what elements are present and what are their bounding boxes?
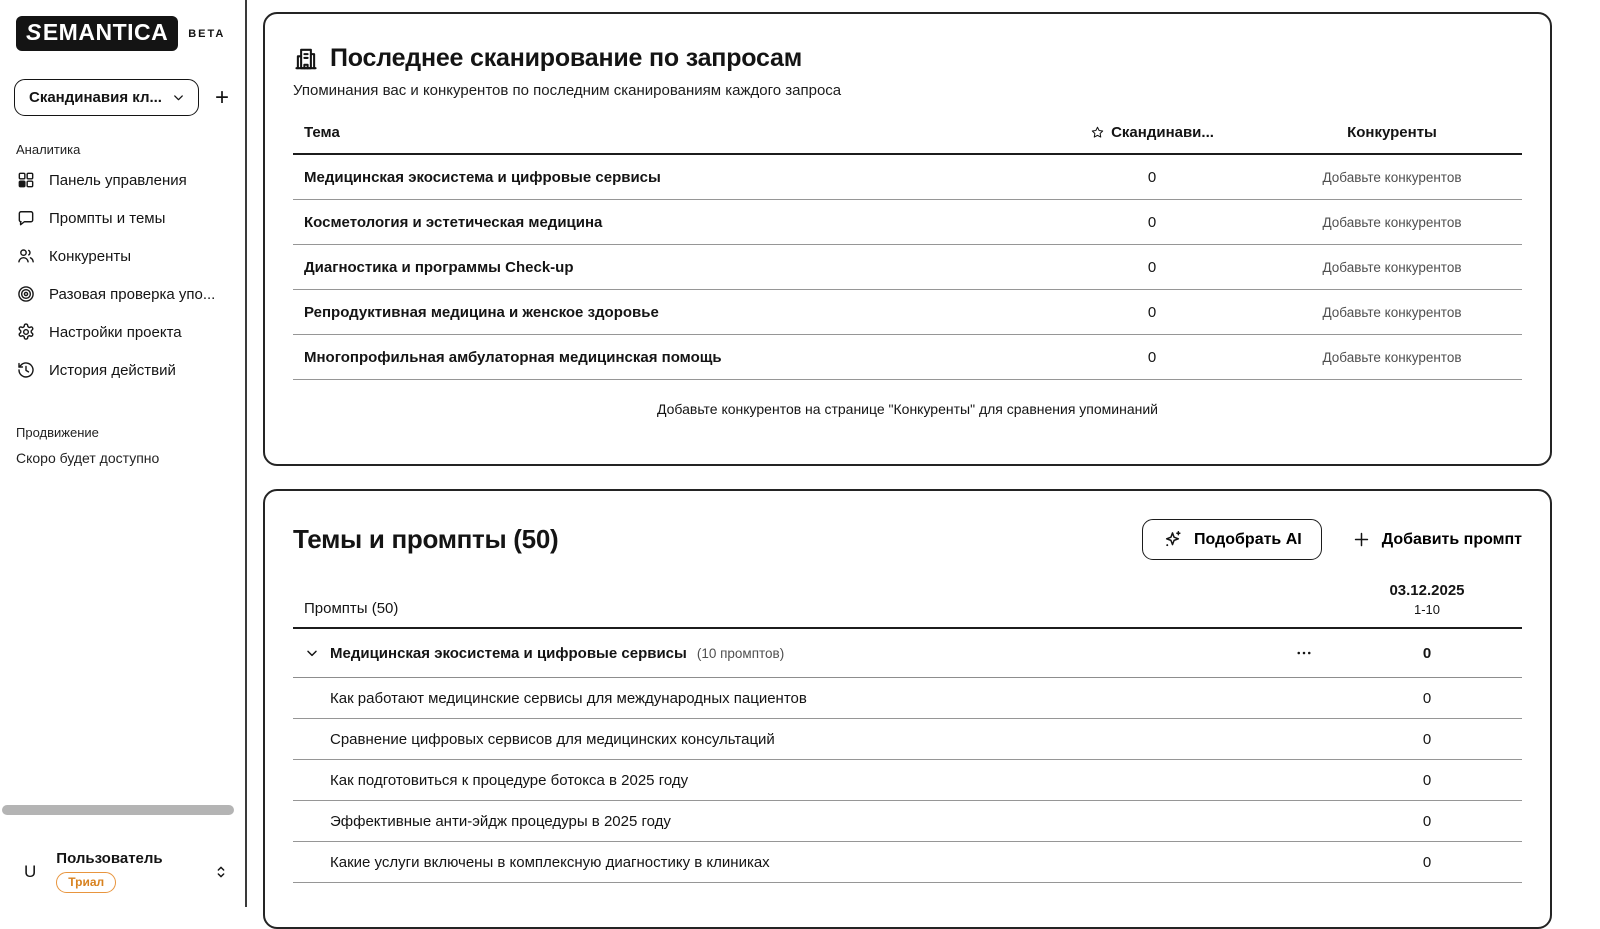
logo-s-glyph: S <box>26 19 42 45</box>
prompt-mentions: 0 <box>1422 853 1432 871</box>
scan-date-column <box>1332 582 1522 617</box>
last-scan-title: Последнее сканирование по запросам <box>330 44 803 72</box>
sidebar-item-label: Промпты и темы <box>49 209 166 227</box>
scan-date: 03.12.2025 <box>1389 582 1465 599</box>
add-competitors-link[interactable]: Добавьте конкурентов <box>1322 169 1462 185</box>
target-icon <box>16 284 36 304</box>
plus-icon <box>1352 530 1371 549</box>
table-row <box>293 155 1522 200</box>
sidebar-item-dashboard[interactable] <box>0 161 245 199</box>
prompt-row <box>293 801 1522 842</box>
prompts-count-header: Промпты (50) <box>304 600 399 617</box>
sidebar-item-single-check[interactable] <box>0 275 245 313</box>
col-topic: Тема <box>304 124 340 141</box>
project-selector[interactable] <box>14 79 199 116</box>
logo-text: EMANTICA <box>42 19 169 45</box>
ai-suggest-button[interactable] <box>1142 519 1322 560</box>
chevron-down-icon <box>304 645 320 661</box>
scan-table-header <box>293 124 1522 155</box>
topic-prompt-count: (10 промптов) <box>696 645 785 661</box>
sidebar <box>0 0 247 907</box>
add-competitors-link[interactable]: Добавьте конкурентов <box>1322 214 1462 230</box>
section-analytics-label: Аналитика <box>16 142 81 157</box>
plan-badge: Триал <box>56 872 116 893</box>
section-promotion-label: Продвижение <box>16 425 99 440</box>
gear-icon <box>16 322 36 342</box>
topic-name: Репродуктивная медицина и женское здоровье <box>304 303 659 321</box>
semantica-logo <box>16 16 178 51</box>
add-competitors-link[interactable]: Добавьте конкурентов <box>1322 304 1462 320</box>
topic-menu-button[interactable] <box>1295 644 1313 662</box>
star-icon <box>1090 125 1105 140</box>
topic-mentions: 0 <box>1422 644 1432 662</box>
table-row <box>293 245 1522 290</box>
prompt-text: Какие услуги включены в комплексную диагностику в клиниках <box>330 853 770 871</box>
add-prompt-label: Добавить промпт <box>1381 530 1522 548</box>
avatar: U <box>24 861 37 881</box>
add-competitors-link[interactable]: Добавьте конкурентов <box>1322 259 1462 275</box>
prompt-row <box>293 842 1522 883</box>
table-row <box>293 335 1522 380</box>
building-icon <box>293 46 319 72</box>
prompt-mentions: 0 <box>1422 689 1432 707</box>
prompts-table-header <box>293 582 1522 629</box>
user-name: Пользователь <box>56 850 163 867</box>
scan-table-body <box>293 155 1522 380</box>
history-icon <box>16 360 36 380</box>
ellipsis-icon <box>1295 644 1313 662</box>
sidebar-item-label: Настройки проекта <box>49 323 182 341</box>
topic-name: Медицинская экосистема и цифровые сервисы <box>304 168 661 186</box>
dashboard-icon <box>16 170 36 190</box>
sidebar-item-label: Конкуренты <box>49 247 132 265</box>
prompt-row <box>293 760 1522 801</box>
scan-range: 1-10 <box>1413 602 1441 617</box>
prompt-text: Как подготовиться к процедуре ботокса в 2025 году <box>330 771 689 789</box>
users-icon <box>16 246 36 266</box>
topic-group-name: Медицинская экосистема и цифровые сервисы <box>330 644 687 662</box>
prompt-text: Эффективные анти-эйдж процедуры в 2025 году <box>330 812 671 830</box>
brand-mentions: 0 <box>1147 348 1157 366</box>
sidebar-item-competitors[interactable] <box>0 237 245 275</box>
sidebar-item-prompts[interactable] <box>0 199 245 237</box>
brand-mentions: 0 <box>1147 168 1157 186</box>
collapse-topic-button[interactable] <box>304 645 320 661</box>
sidebar-item-label: Панель управления <box>49 171 187 189</box>
ai-suggest-label: Подобрать AI <box>1194 530 1302 548</box>
scan-card-footer-hint: Добавьте конкурентов на странице "Конкуренты" для сравнения упоминаний <box>656 401 1159 417</box>
project-selector-value: Скандинавия кл... <box>29 89 162 106</box>
coming-soon-label: Скоро будет доступно <box>16 450 160 466</box>
add-project-button[interactable]: + <box>214 83 229 111</box>
add-competitors-link[interactable]: Добавьте конкурентов <box>1322 349 1462 365</box>
last-scan-subtitle: Упоминания вас и конкурентов по последним сканированиям каждого запроса <box>293 82 842 99</box>
sidebar-horizontal-scrollbar[interactable] <box>2 805 234 815</box>
col-brand <box>1090 124 1214 141</box>
table-row <box>293 290 1522 335</box>
sidebar-item-history[interactable] <box>0 351 245 389</box>
user-menu[interactable] <box>0 850 245 893</box>
chat-icon <box>16 208 36 228</box>
last-scan-card <box>263 12 1552 466</box>
prompt-mentions: 0 <box>1422 730 1432 748</box>
prompt-mentions: 0 <box>1422 812 1432 830</box>
main-content <box>247 0 1600 907</box>
table-row <box>293 200 1522 245</box>
col-competitors: Конкуренты <box>1347 124 1437 141</box>
brand-mentions: 0 <box>1147 303 1157 321</box>
topic-name: Диагностика и программы Check-up <box>304 258 574 276</box>
logo-row <box>16 16 245 51</box>
topics-prompts-title: Темы и промпты (50) <box>293 524 559 554</box>
prompt-text: Сравнение цифровых сервисов для медицинских консультаций <box>330 730 775 748</box>
col-brand-label: Скандинави... <box>1111 124 1214 141</box>
beta-label: BETA <box>188 27 226 40</box>
brand-mentions: 0 <box>1147 258 1157 276</box>
sidebar-item-project-settings[interactable] <box>0 313 245 351</box>
brand-mentions: 0 <box>1147 213 1157 231</box>
topic-name: Косметология и эстетическая медицина <box>304 213 603 231</box>
topic-group-row <box>293 629 1522 678</box>
prompt-mentions: 0 <box>1422 771 1432 789</box>
sidebar-item-label: Разовая проверка упо... <box>49 285 216 303</box>
topics-prompts-card <box>263 489 1552 929</box>
prompt-row <box>293 678 1522 719</box>
sidebar-item-label: История действий <box>49 361 176 379</box>
chevron-down-icon <box>171 90 186 105</box>
user-info <box>56 850 162 893</box>
prompt-row <box>293 719 1522 760</box>
sparkles-icon <box>1162 529 1183 550</box>
prompt-text: Как работают медицинские сервисы для международных пациентов <box>330 689 807 707</box>
chevron-up-down-icon[interactable] <box>213 863 229 881</box>
topic-name: Многопрофильная амбулаторная медицинская помощь <box>304 348 722 366</box>
add-prompt-button[interactable] <box>1352 530 1522 549</box>
